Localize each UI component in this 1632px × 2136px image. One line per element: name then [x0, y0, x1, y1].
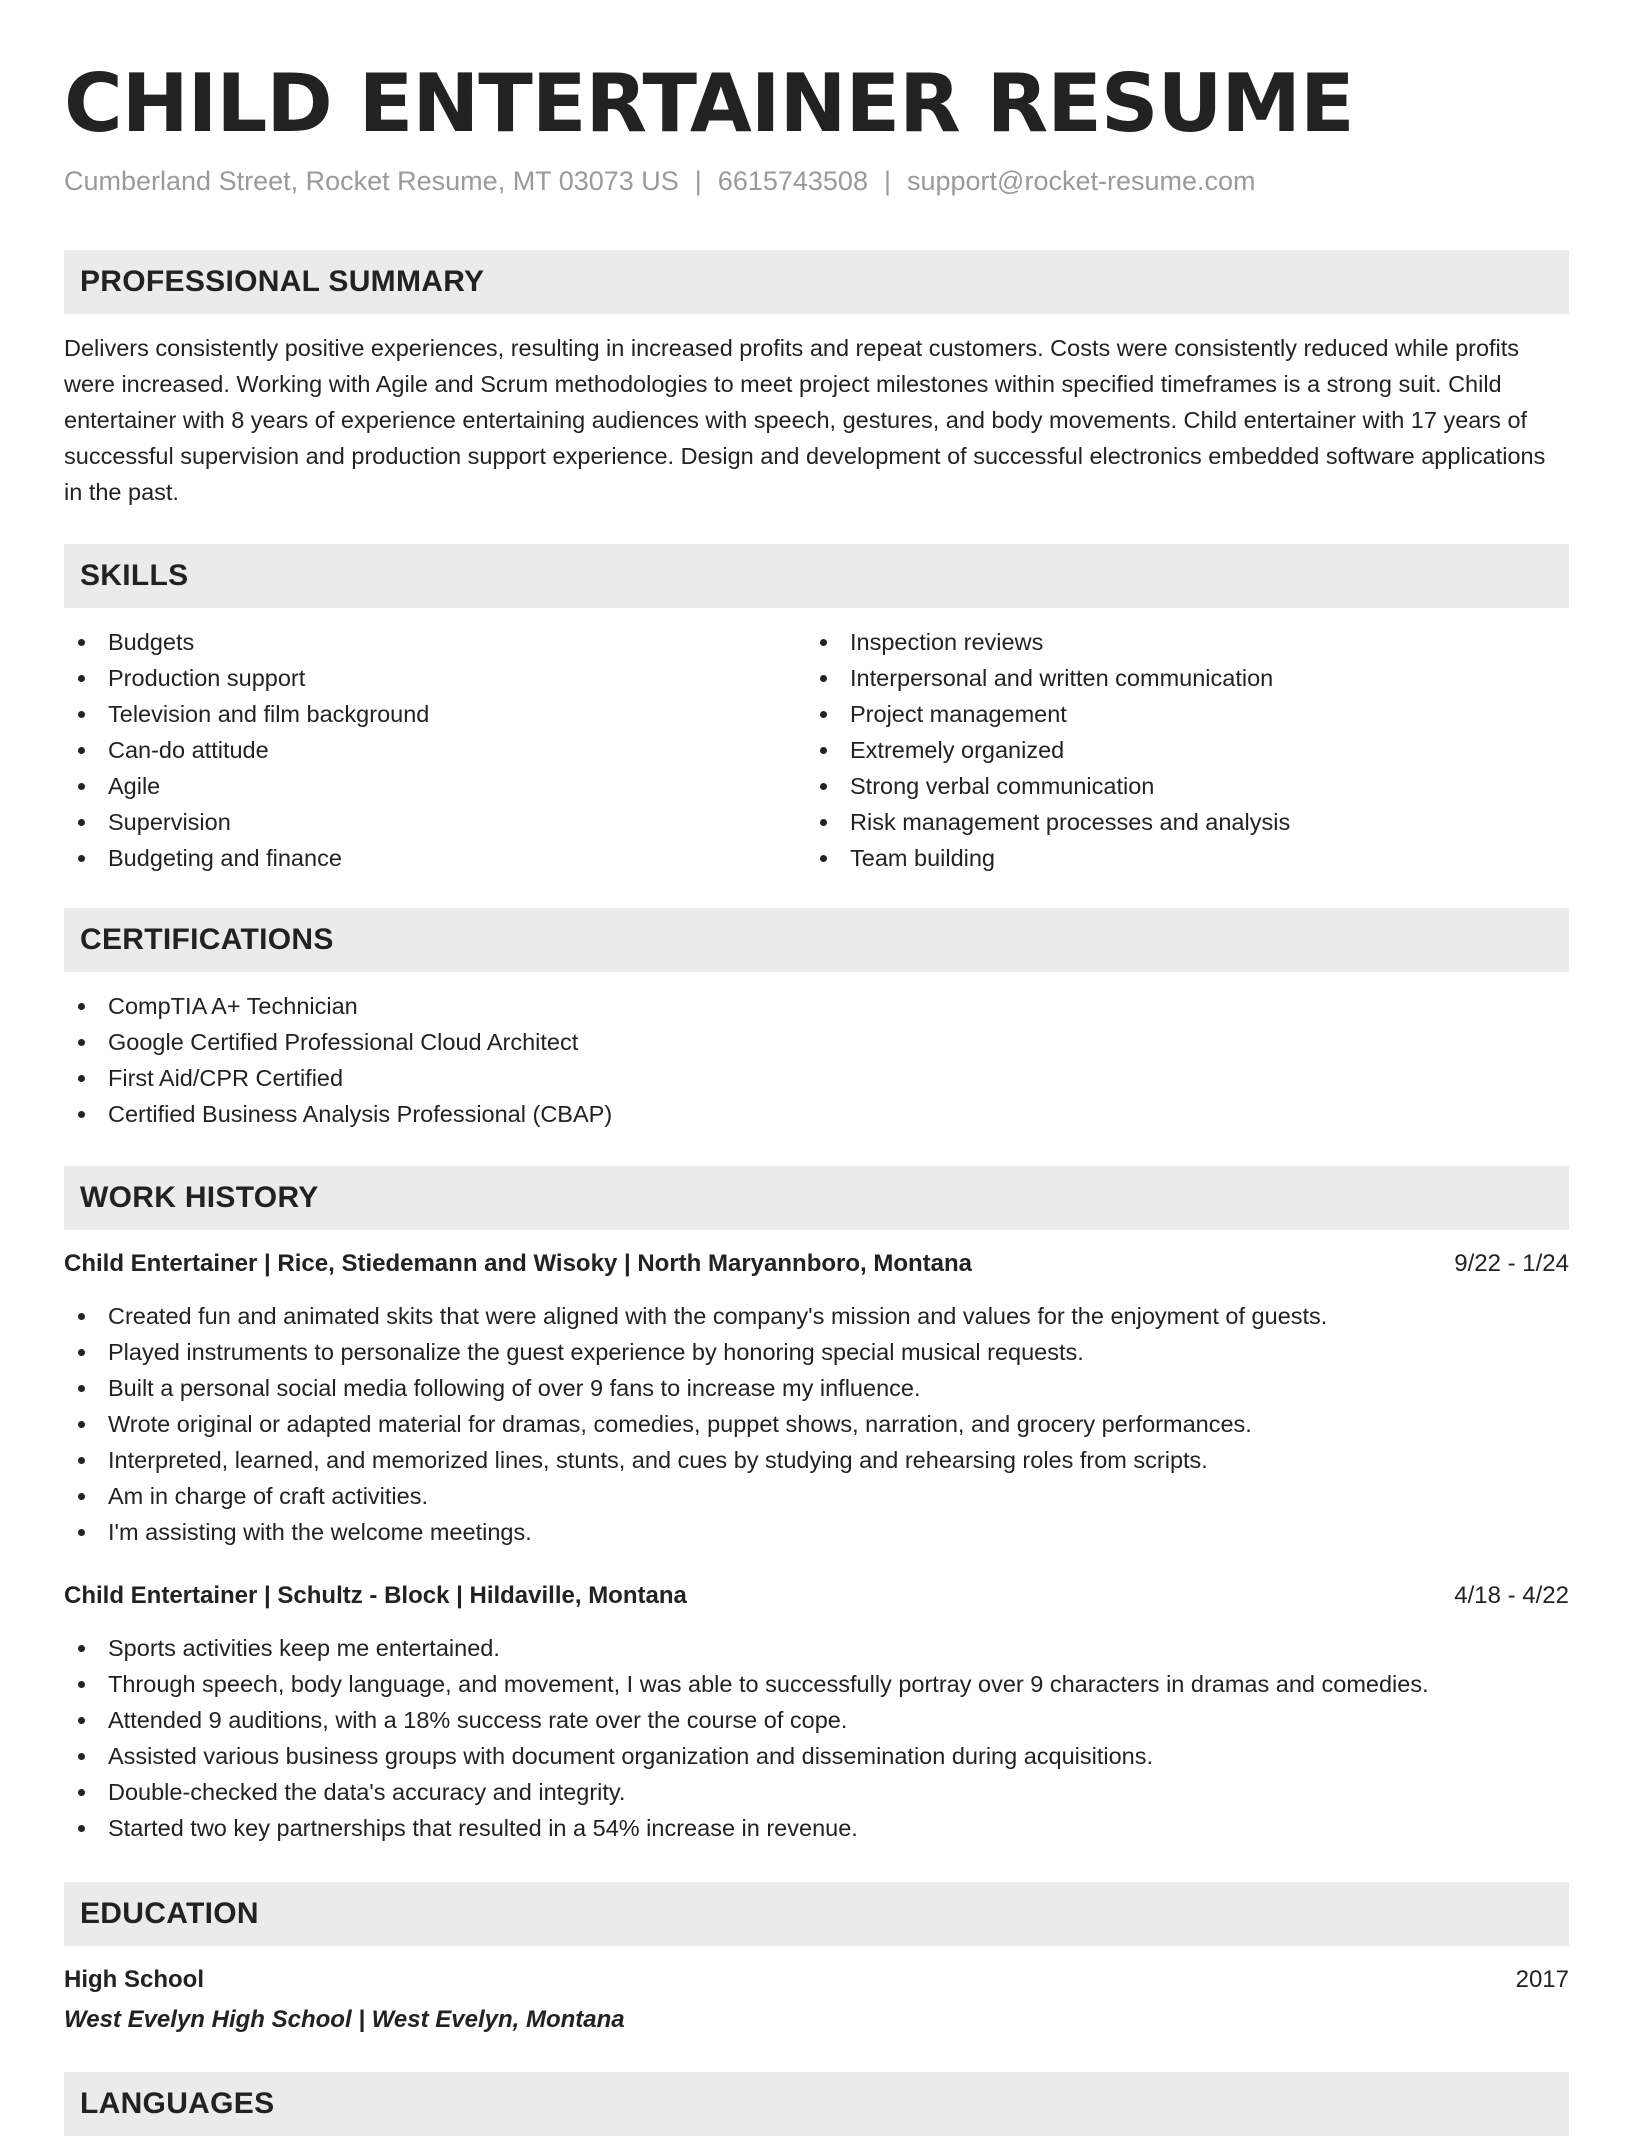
education-degree: High School: [64, 1966, 204, 1993]
section-heading-skills: SKILLS: [64, 544, 1569, 608]
section-heading-summary: PROFESSIONAL SUMMARY: [64, 250, 1569, 314]
certification-item: First Aid/CPR Certified: [64, 1060, 1569, 1096]
skill-item: Risk management processes and analysis: [806, 804, 1548, 840]
certification-item: Google Certified Professional Cloud Architect: [64, 1024, 1569, 1060]
certification-item: Certified Business Analysis Professional (CBAP): [64, 1096, 1569, 1132]
job-entry: [64, 1246, 1569, 1550]
summary-text: Delivers consistently positive experiences, resulting in increased profits and repeat customers. Costs were consistently reduced while profits were increased. Working with Agile and Scrum methodologies to meet project milestones within specified timeframes is a strong suit. Child entertainer with 8 years of experience entertaining audiences with speech, gestures, and body movements. Child entertainer with 17 years of successful supervision and production support experience. Design and development of successful electronics embedded software applications in the past.: [64, 335, 1546, 505]
skill-item: Interpersonal and written communication: [806, 660, 1548, 696]
certifications-list: [64, 988, 1569, 1132]
job-bullets: [64, 1630, 1569, 1846]
job-dates: 9/22 - 1/24: [1454, 1250, 1569, 1277]
skill-item: Budgeting and finance: [64, 840, 806, 876]
skills-column-left: [64, 624, 806, 876]
skill-item: Production support: [64, 660, 806, 696]
certification-item: CompTIA A+ Technician: [64, 988, 1569, 1024]
skill-item: Inspection reviews: [806, 624, 1548, 660]
contact-line: [64, 164, 1569, 198]
education-entry: [64, 1962, 1569, 2038]
section-heading-certifications: CERTIFICATIONS: [64, 908, 1569, 972]
skill-item: Budgets: [64, 624, 806, 660]
job-bullet: I'm assisting with the welcome meetings.: [64, 1514, 1569, 1550]
skill-item: Television and film background: [64, 696, 806, 732]
job-header: [64, 1246, 1569, 1282]
job-bullet: Created fun and animated skits that were aligned with the company's mission and values for the enjoyment of guests.: [64, 1298, 1569, 1334]
education-header: [64, 1962, 1569, 1998]
skill-item: Extremely organized: [806, 732, 1548, 768]
skill-item: Agile: [64, 768, 806, 804]
job-dates: 4/18 - 4/22: [1454, 1582, 1569, 1609]
job-bullet: Through speech, body language, and movement, I was able to successfully portray over 9 characters in dramas and comedies.: [64, 1666, 1569, 1702]
skills-column-right: [806, 624, 1548, 876]
job-bullet: Sports activities keep me entertained.: [64, 1630, 1569, 1666]
contact-separator: |: [694, 166, 702, 196]
job-header: [64, 1578, 1569, 1614]
job-bullet: Interpreted, learned, and memorized lines, stunts, and cues by studying and rehearsing roles from scripts.: [64, 1442, 1569, 1478]
contact-address: Cumberland Street, Rocket Resume, MT 03073 US: [64, 166, 679, 196]
skill-item: Team building: [806, 840, 1548, 876]
contact-separator: |: [883, 166, 891, 196]
skill-item: Strong verbal communication: [806, 768, 1548, 804]
job-entry: [64, 1578, 1569, 1846]
education-school: West Evelyn High School | West Evelyn, Montana: [64, 2006, 625, 2033]
job-bullet: Built a personal social media following of over 9 fans to increase my influence.: [64, 1370, 1569, 1406]
section-heading-education: EDUCATION: [64, 1882, 1569, 1946]
job-bullet: Double-checked the data's accuracy and integrity.: [64, 1774, 1569, 1810]
resume-page: [64, 0, 1569, 2136]
skill-item: Project management: [806, 696, 1548, 732]
skill-item: Can-do attitude: [64, 732, 806, 768]
contact-phone: 6615743508: [717, 166, 868, 196]
contact-email: support@rocket-resume.com: [906, 166, 1256, 196]
job-bullet: Started two key partnerships that resulted in a 54% increase in revenue.: [64, 1810, 1569, 1846]
job-bullets: [64, 1298, 1569, 1550]
job-bullet: Played instruments to personalize the guest experience by honoring special musical requests.: [64, 1334, 1569, 1370]
skills-list: [64, 624, 1569, 876]
education-year: 2017: [1515, 1966, 1569, 1993]
job-title: Child Entertainer | Schultz - Block | Hildaville, Montana: [64, 1582, 687, 1609]
skill-item: Supervision: [64, 804, 806, 840]
job-bullet: Assisted various business groups with document organization and dissemination during acquisitions.: [64, 1738, 1569, 1774]
job-bullet: Wrote original or adapted material for dramas, comedies, puppet shows, narration, and grocery performances.: [64, 1406, 1569, 1442]
section-heading-languages: LANGUAGES: [64, 2072, 1569, 2136]
job-title: Child Entertainer | Rice, Stiedemann and Wisoky | North Maryannboro, Montana: [64, 1250, 973, 1277]
job-bullet: Attended 9 auditions, with a 18% success rate over the course of cope.: [64, 1702, 1569, 1738]
job-bullet: Am in charge of craft activities.: [64, 1478, 1569, 1514]
section-heading-work-history: WORK HISTORY: [64, 1166, 1569, 1230]
resume-title: CHILD ENTERTAINER RESUME: [64, 57, 1354, 150]
